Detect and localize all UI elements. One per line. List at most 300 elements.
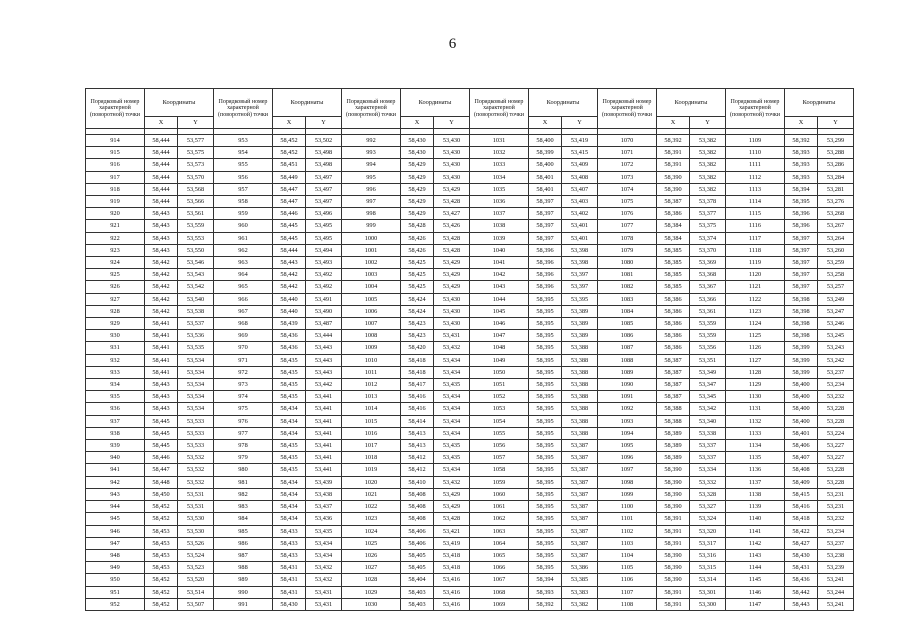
table-row xyxy=(86,476,854,488)
point-number-cell: 1100 xyxy=(598,501,657,513)
x-coordinate-cell: 58,391 xyxy=(657,147,690,159)
point-number-cell: 1059 xyxy=(470,476,529,488)
y-coordinate-cell: 53,224 xyxy=(818,427,854,439)
x-coordinate-cell: 58,443 xyxy=(145,244,178,256)
y-coordinate-cell: 53,535 xyxy=(178,342,214,354)
x-coordinate-cell: 58,443 xyxy=(145,391,178,403)
x-coordinate-cell: 58,405 xyxy=(401,549,434,561)
y-coordinate-cell: 53,434 xyxy=(306,537,342,549)
table-row xyxy=(86,488,854,500)
x-coordinate-cell: 58,401 xyxy=(529,183,562,195)
y-coordinate-cell: 53,438 xyxy=(306,488,342,500)
y-coordinate-cell: 53,387 xyxy=(562,464,598,476)
x-coordinate-cell: 58,395 xyxy=(529,562,562,574)
x-coordinate-cell: 58,394 xyxy=(785,183,818,195)
y-coordinate-cell: 53,431 xyxy=(306,598,342,610)
point-number-cell: 990 xyxy=(214,586,273,598)
point-number-cell: 997 xyxy=(342,196,401,208)
point-number-cell: 963 xyxy=(214,257,273,269)
y-coordinate-cell: 53,299 xyxy=(818,135,854,147)
point-number-cell: 1123 xyxy=(726,305,785,317)
x-coordinate-cell: 58,396 xyxy=(529,244,562,256)
point-number-cell: 1031 xyxy=(470,135,529,147)
y-coordinate-cell: 53,498 xyxy=(306,159,342,171)
point-number-cell: 921 xyxy=(86,220,145,232)
table-row xyxy=(86,257,854,269)
point-number-cell: 1097 xyxy=(598,464,657,476)
y-coordinate-cell: 53,534 xyxy=(178,403,214,415)
point-number-cell: 1076 xyxy=(598,208,657,220)
x-coordinate-cell: 58,387 xyxy=(657,354,690,366)
y-coordinate-cell: 53,491 xyxy=(306,293,342,305)
point-number-cell: 919 xyxy=(86,196,145,208)
x-coordinate-cell: 58,439 xyxy=(273,318,306,330)
x-coordinate-cell: 58,428 xyxy=(401,220,434,232)
point-number-cell: 1054 xyxy=(470,415,529,427)
y-coordinate-cell: 53,387 xyxy=(562,537,598,549)
point-number-cell: 1101 xyxy=(598,513,657,525)
y-coordinate-cell: 53,397 xyxy=(562,269,598,281)
header-y: Y xyxy=(434,117,470,129)
table-row xyxy=(86,574,854,586)
table-row xyxy=(86,549,854,561)
point-number-cell: 1110 xyxy=(726,147,785,159)
x-coordinate-cell: 58,408 xyxy=(401,501,434,513)
point-number-cell: 1141 xyxy=(726,525,785,537)
point-number-cell: 1134 xyxy=(726,440,785,452)
x-coordinate-cell: 58,396 xyxy=(529,269,562,281)
point-number-cell: 1038 xyxy=(470,220,529,232)
y-coordinate-cell: 53,429 xyxy=(434,269,470,281)
point-number-cell: 938 xyxy=(86,427,145,439)
y-coordinate-cell: 53,439 xyxy=(306,476,342,488)
x-coordinate-cell: 58,391 xyxy=(657,537,690,549)
point-number-cell: 1015 xyxy=(342,415,401,427)
y-coordinate-cell: 53,534 xyxy=(178,366,214,378)
point-number-cell: 934 xyxy=(86,379,145,391)
y-coordinate-cell: 53,349 xyxy=(690,366,726,378)
y-coordinate-cell: 53,286 xyxy=(818,159,854,171)
table-row xyxy=(86,305,854,317)
coordinates-table-container xyxy=(85,88,853,611)
y-coordinate-cell: 53,534 xyxy=(178,391,214,403)
y-coordinate-cell: 53,497 xyxy=(306,196,342,208)
y-coordinate-cell: 53,276 xyxy=(818,196,854,208)
x-coordinate-cell: 58,448 xyxy=(145,476,178,488)
x-coordinate-cell: 58,386 xyxy=(657,318,690,330)
x-coordinate-cell: 58,446 xyxy=(145,452,178,464)
y-coordinate-cell: 53,249 xyxy=(818,293,854,305)
x-coordinate-cell: 58,445 xyxy=(273,232,306,244)
table-row xyxy=(86,501,854,513)
table-row xyxy=(86,562,854,574)
table-row xyxy=(86,220,854,232)
y-coordinate-cell: 53,228 xyxy=(818,403,854,415)
x-coordinate-cell: 58,424 xyxy=(401,293,434,305)
point-number-cell: 976 xyxy=(214,415,273,427)
x-coordinate-cell: 58,395 xyxy=(529,354,562,366)
x-coordinate-cell: 58,452 xyxy=(273,135,306,147)
table-row xyxy=(86,293,854,305)
x-coordinate-cell: 58,416 xyxy=(785,501,818,513)
x-coordinate-cell: 58,442 xyxy=(145,257,178,269)
x-coordinate-cell: 58,395 xyxy=(529,391,562,403)
x-coordinate-cell: 58,395 xyxy=(529,293,562,305)
point-number-cell: 981 xyxy=(214,476,273,488)
table-row xyxy=(86,342,854,354)
point-number-cell: 957 xyxy=(214,183,273,195)
x-coordinate-cell: 58,452 xyxy=(145,574,178,586)
point-number-cell: 965 xyxy=(214,281,273,293)
point-number-cell: 973 xyxy=(214,379,273,391)
y-coordinate-cell: 53,577 xyxy=(178,135,214,147)
y-coordinate-cell: 53,328 xyxy=(690,488,726,500)
y-coordinate-cell: 53,227 xyxy=(818,452,854,464)
y-coordinate-cell: 53,387 xyxy=(562,452,598,464)
point-number-cell: 1024 xyxy=(342,525,401,537)
table-row xyxy=(86,464,854,476)
table-row xyxy=(86,537,854,549)
y-coordinate-cell: 53,431 xyxy=(434,330,470,342)
point-number-cell: 999 xyxy=(342,220,401,232)
x-coordinate-cell: 58,393 xyxy=(785,159,818,171)
y-coordinate-cell: 53,428 xyxy=(434,513,470,525)
point-number-cell: 964 xyxy=(214,269,273,281)
y-coordinate-cell: 53,421 xyxy=(434,525,470,537)
table-row xyxy=(86,135,854,147)
y-coordinate-cell: 53,429 xyxy=(434,281,470,293)
point-number-cell: 916 xyxy=(86,159,145,171)
x-coordinate-cell: 58,436 xyxy=(273,342,306,354)
y-coordinate-cell: 53,537 xyxy=(178,318,214,330)
x-coordinate-cell: 58,398 xyxy=(785,293,818,305)
header-coordinates: Координаты xyxy=(529,89,598,117)
point-number-cell: 1120 xyxy=(726,269,785,281)
y-coordinate-cell: 53,442 xyxy=(306,379,342,391)
x-coordinate-cell: 58,423 xyxy=(401,318,434,330)
y-coordinate-cell: 53,495 xyxy=(306,220,342,232)
point-number-cell: 937 xyxy=(86,415,145,427)
point-number-cell: 956 xyxy=(214,171,273,183)
x-coordinate-cell: 58,392 xyxy=(657,135,690,147)
x-coordinate-cell: 58,444 xyxy=(145,159,178,171)
point-number-cell: 949 xyxy=(86,562,145,574)
point-number-cell: 1147 xyxy=(726,598,785,610)
point-number-cell: 1010 xyxy=(342,354,401,366)
point-number-cell: 1145 xyxy=(726,574,785,586)
point-number-cell: 1118 xyxy=(726,244,785,256)
x-coordinate-cell: 58,397 xyxy=(529,208,562,220)
table-row xyxy=(86,171,854,183)
point-number-cell: 1075 xyxy=(598,196,657,208)
point-number-cell: 1026 xyxy=(342,549,401,561)
point-number-cell: 932 xyxy=(86,354,145,366)
y-coordinate-cell: 53,543 xyxy=(178,269,214,281)
y-coordinate-cell: 53,238 xyxy=(818,549,854,561)
y-coordinate-cell: 53,435 xyxy=(434,452,470,464)
x-coordinate-cell: 58,449 xyxy=(273,171,306,183)
point-number-cell: 1052 xyxy=(470,391,529,403)
x-coordinate-cell: 58,431 xyxy=(273,562,306,574)
x-coordinate-cell: 58,405 xyxy=(401,562,434,574)
y-coordinate-cell: 53,538 xyxy=(178,305,214,317)
x-coordinate-cell: 58,441 xyxy=(145,330,178,342)
y-coordinate-cell: 53,418 xyxy=(434,549,470,561)
y-coordinate-cell: 53,534 xyxy=(178,379,214,391)
x-coordinate-cell: 58,391 xyxy=(657,525,690,537)
y-coordinate-cell: 53,493 xyxy=(306,257,342,269)
y-coordinate-cell: 53,436 xyxy=(306,513,342,525)
y-coordinate-cell: 53,430 xyxy=(434,318,470,330)
point-number-cell: 936 xyxy=(86,403,145,415)
point-number-cell: 943 xyxy=(86,488,145,500)
y-coordinate-cell: 53,388 xyxy=(562,379,598,391)
y-coordinate-cell: 53,316 xyxy=(690,549,726,561)
y-coordinate-cell: 53,540 xyxy=(178,293,214,305)
y-coordinate-cell: 53,553 xyxy=(178,232,214,244)
point-number-cell: 920 xyxy=(86,208,145,220)
point-number-cell: 1077 xyxy=(598,220,657,232)
point-number-cell: 939 xyxy=(86,440,145,452)
y-coordinate-cell: 53,383 xyxy=(562,586,598,598)
point-number-cell: 1121 xyxy=(726,281,785,293)
point-number-cell: 1146 xyxy=(726,586,785,598)
table-row xyxy=(86,269,854,281)
y-coordinate-cell: 53,374 xyxy=(690,232,726,244)
point-number-cell: 1137 xyxy=(726,476,785,488)
x-coordinate-cell: 58,429 xyxy=(401,171,434,183)
x-coordinate-cell: 58,443 xyxy=(273,257,306,269)
point-number-cell: 1127 xyxy=(726,354,785,366)
point-number-cell: 1006 xyxy=(342,305,401,317)
x-coordinate-cell: 58,396 xyxy=(785,208,818,220)
x-coordinate-cell: 58,452 xyxy=(273,147,306,159)
y-coordinate-cell: 53,437 xyxy=(306,501,342,513)
x-coordinate-cell: 58,385 xyxy=(657,244,690,256)
y-coordinate-cell: 53,561 xyxy=(178,208,214,220)
point-number-cell: 1061 xyxy=(470,501,529,513)
point-number-cell: 1140 xyxy=(726,513,785,525)
point-number-cell: 1085 xyxy=(598,318,657,330)
point-number-cell: 1036 xyxy=(470,196,529,208)
x-coordinate-cell: 58,393 xyxy=(785,147,818,159)
x-coordinate-cell: 58,385 xyxy=(657,257,690,269)
point-number-cell: 926 xyxy=(86,281,145,293)
y-coordinate-cell: 53,434 xyxy=(434,415,470,427)
y-coordinate-cell: 53,244 xyxy=(818,586,854,598)
y-coordinate-cell: 53,432 xyxy=(306,562,342,574)
point-number-cell: 1133 xyxy=(726,427,785,439)
point-number-cell: 1104 xyxy=(598,549,657,561)
x-coordinate-cell: 58,395 xyxy=(529,330,562,342)
point-number-cell: 1087 xyxy=(598,342,657,354)
x-coordinate-cell: 58,434 xyxy=(273,513,306,525)
table-row xyxy=(86,281,854,293)
point-number-cell: 953 xyxy=(214,135,273,147)
x-coordinate-cell: 58,395 xyxy=(529,318,562,330)
point-number-cell: 1034 xyxy=(470,171,529,183)
point-number-cell: 1072 xyxy=(598,159,657,171)
point-number-cell: 1021 xyxy=(342,488,401,500)
x-coordinate-cell: 58,395 xyxy=(529,415,562,427)
y-coordinate-cell: 53,429 xyxy=(434,501,470,513)
point-number-cell: 1020 xyxy=(342,476,401,488)
x-coordinate-cell: 58,444 xyxy=(145,135,178,147)
point-number-cell: 1042 xyxy=(470,269,529,281)
table-row xyxy=(86,586,854,598)
x-coordinate-cell: 58,392 xyxy=(529,598,562,610)
y-coordinate-cell: 53,237 xyxy=(818,366,854,378)
x-coordinate-cell: 58,390 xyxy=(657,562,690,574)
point-number-cell: 958 xyxy=(214,196,273,208)
x-coordinate-cell: 58,452 xyxy=(145,501,178,513)
x-coordinate-cell: 58,435 xyxy=(273,366,306,378)
y-coordinate-cell: 53,337 xyxy=(690,452,726,464)
y-coordinate-cell: 53,443 xyxy=(306,366,342,378)
x-coordinate-cell: 58,386 xyxy=(657,208,690,220)
x-coordinate-cell: 58,399 xyxy=(785,354,818,366)
point-number-cell: 1055 xyxy=(470,427,529,439)
table-row xyxy=(86,513,854,525)
point-number-cell: 967 xyxy=(214,305,273,317)
x-coordinate-cell: 58,393 xyxy=(529,586,562,598)
x-coordinate-cell: 58,452 xyxy=(145,598,178,610)
x-coordinate-cell: 58,433 xyxy=(273,537,306,549)
y-coordinate-cell: 53,566 xyxy=(178,196,214,208)
point-number-cell: 1131 xyxy=(726,403,785,415)
x-coordinate-cell: 58,435 xyxy=(273,391,306,403)
y-coordinate-cell: 53,441 xyxy=(306,464,342,476)
point-number-cell: 1132 xyxy=(726,415,785,427)
y-coordinate-cell: 53,227 xyxy=(818,440,854,452)
point-number-cell: 1098 xyxy=(598,476,657,488)
table-row xyxy=(86,330,854,342)
y-coordinate-cell: 53,490 xyxy=(306,305,342,317)
x-coordinate-cell: 58,444 xyxy=(145,183,178,195)
y-coordinate-cell: 53,408 xyxy=(562,171,598,183)
x-coordinate-cell: 58,434 xyxy=(273,403,306,415)
y-coordinate-cell: 53,430 xyxy=(434,135,470,147)
point-number-cell: 962 xyxy=(214,244,273,256)
y-coordinate-cell: 53,492 xyxy=(306,281,342,293)
y-coordinate-cell: 53,502 xyxy=(306,135,342,147)
table-row xyxy=(86,232,854,244)
point-number-cell: 996 xyxy=(342,183,401,195)
point-number-cell: 931 xyxy=(86,342,145,354)
x-coordinate-cell: 58,441 xyxy=(145,354,178,366)
point-number-cell: 940 xyxy=(86,452,145,464)
point-number-cell: 1105 xyxy=(598,562,657,574)
point-number-cell: 1001 xyxy=(342,244,401,256)
x-coordinate-cell: 58,442 xyxy=(145,281,178,293)
point-number-cell: 1062 xyxy=(470,513,529,525)
x-coordinate-cell: 58,443 xyxy=(145,232,178,244)
x-coordinate-cell: 58,435 xyxy=(273,379,306,391)
y-coordinate-cell: 53,415 xyxy=(562,147,598,159)
point-number-cell: 927 xyxy=(86,293,145,305)
y-coordinate-cell: 53,403 xyxy=(562,196,598,208)
point-number-cell: 986 xyxy=(214,537,273,549)
table-row xyxy=(86,147,854,159)
y-coordinate-cell: 53,435 xyxy=(306,525,342,537)
y-coordinate-cell: 53,395 xyxy=(562,293,598,305)
x-coordinate-cell: 58,447 xyxy=(273,196,306,208)
y-coordinate-cell: 53,497 xyxy=(306,183,342,195)
y-coordinate-cell: 53,389 xyxy=(562,305,598,317)
y-coordinate-cell: 53,257 xyxy=(818,281,854,293)
point-number-cell: 945 xyxy=(86,513,145,525)
x-coordinate-cell: 58,389 xyxy=(657,427,690,439)
y-coordinate-cell: 53,487 xyxy=(306,318,342,330)
point-number-cell: 1069 xyxy=(470,598,529,610)
x-coordinate-cell: 58,425 xyxy=(401,257,434,269)
header-point-number: Порядковый номер характерной (поворотной) точки xyxy=(86,89,145,129)
header-point-number: Порядковый номер характерной (поворотной) точки xyxy=(342,89,401,129)
y-coordinate-cell: 53,237 xyxy=(818,537,854,549)
y-coordinate-cell: 53,382 xyxy=(690,171,726,183)
y-coordinate-cell: 53,441 xyxy=(306,403,342,415)
x-coordinate-cell: 58,395 xyxy=(529,452,562,464)
x-coordinate-cell: 58,431 xyxy=(785,562,818,574)
x-coordinate-cell: 58,386 xyxy=(657,330,690,342)
x-coordinate-cell: 58,386 xyxy=(657,305,690,317)
x-coordinate-cell: 58,399 xyxy=(529,147,562,159)
y-coordinate-cell: 53,398 xyxy=(562,244,598,256)
x-coordinate-cell: 58,430 xyxy=(401,135,434,147)
y-coordinate-cell: 53,430 xyxy=(434,171,470,183)
x-coordinate-cell: 58,407 xyxy=(785,452,818,464)
x-coordinate-cell: 58,400 xyxy=(785,391,818,403)
y-coordinate-cell: 53,247 xyxy=(818,305,854,317)
header-y: Y xyxy=(306,117,342,129)
y-coordinate-cell: 53,228 xyxy=(818,476,854,488)
point-number-cell: 1142 xyxy=(726,537,785,549)
point-number-cell: 1044 xyxy=(470,293,529,305)
y-coordinate-cell: 53,320 xyxy=(690,525,726,537)
y-coordinate-cell: 53,401 xyxy=(562,232,598,244)
x-coordinate-cell: 58,443 xyxy=(145,208,178,220)
header-x: X xyxy=(145,117,178,129)
y-coordinate-cell: 53,340 xyxy=(690,415,726,427)
y-coordinate-cell: 53,356 xyxy=(690,342,726,354)
point-number-cell: 928 xyxy=(86,305,145,317)
x-coordinate-cell: 58,422 xyxy=(785,525,818,537)
point-number-cell: 1039 xyxy=(470,232,529,244)
y-coordinate-cell: 53,431 xyxy=(306,586,342,598)
y-coordinate-cell: 53,288 xyxy=(818,147,854,159)
y-coordinate-cell: 53,268 xyxy=(818,208,854,220)
y-coordinate-cell: 53,428 xyxy=(434,232,470,244)
point-number-cell: 1025 xyxy=(342,537,401,549)
y-coordinate-cell: 53,342 xyxy=(690,403,726,415)
point-number-cell: 1143 xyxy=(726,549,785,561)
point-number-cell: 1088 xyxy=(598,354,657,366)
y-coordinate-cell: 53,300 xyxy=(690,598,726,610)
x-coordinate-cell: 58,429 xyxy=(401,208,434,220)
y-coordinate-cell: 53,377 xyxy=(690,208,726,220)
x-coordinate-cell: 58,426 xyxy=(401,232,434,244)
x-coordinate-cell: 58,453 xyxy=(145,562,178,574)
y-coordinate-cell: 53,324 xyxy=(690,513,726,525)
point-number-cell: 1144 xyxy=(726,562,785,574)
y-coordinate-cell: 53,419 xyxy=(434,537,470,549)
x-coordinate-cell: 58,395 xyxy=(529,305,562,317)
point-number-cell: 1122 xyxy=(726,293,785,305)
point-number-cell: 1093 xyxy=(598,415,657,427)
header-x: X xyxy=(273,117,306,129)
table-row xyxy=(86,525,854,537)
point-number-cell: 1089 xyxy=(598,366,657,378)
